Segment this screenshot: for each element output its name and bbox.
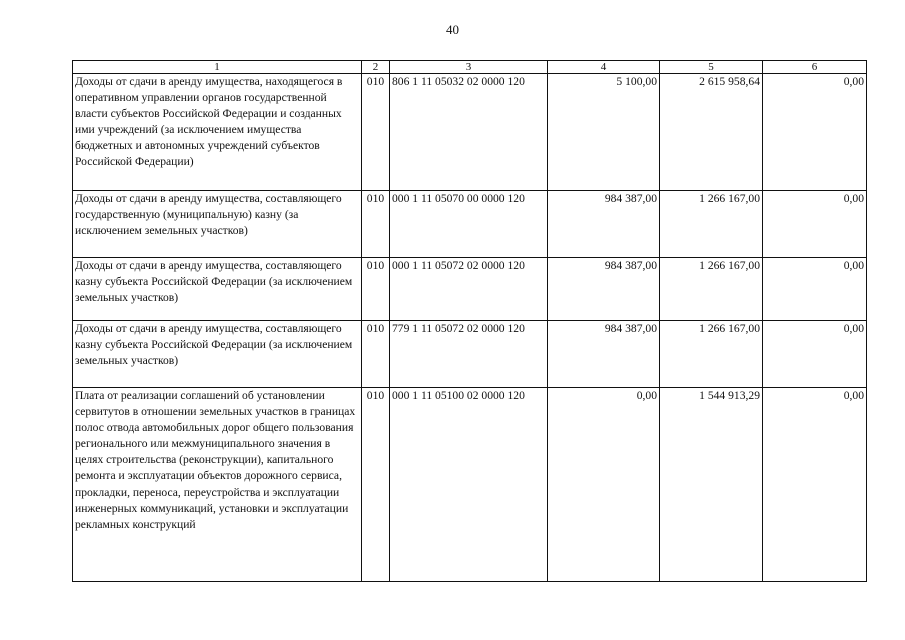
column-header-1: 1 bbox=[73, 61, 362, 74]
row-col5: 1 266 167,00 bbox=[660, 258, 763, 321]
row-col5: 1 266 167,00 bbox=[660, 321, 763, 388]
row-col6: 0,00 bbox=[763, 258, 867, 321]
row-code: 010 bbox=[362, 258, 390, 321]
row-col4: 984 387,00 bbox=[548, 321, 660, 388]
row-name: Доходы от сдачи в аренду имущества, составляющего казну субъекта Российской Федерации (за исключением земельных участков) bbox=[73, 321, 362, 388]
row-col6: 0,00 bbox=[763, 321, 867, 388]
row-col6: 0,00 bbox=[763, 191, 867, 258]
row-code: 010 bbox=[362, 388, 390, 582]
row-name: Доходы от сдачи в аренду имущества, составляющего казну субъекта Российской Федерации (за исключением земельных участков) bbox=[73, 258, 362, 321]
row-col5: 2 615 958,64 bbox=[660, 74, 763, 191]
column-header-4: 4 bbox=[548, 61, 660, 74]
table-row bbox=[73, 321, 867, 388]
row-col5: 1 544 913,29 bbox=[660, 388, 763, 582]
row-code: 010 bbox=[362, 321, 390, 388]
page-number: 40 bbox=[446, 22, 459, 37]
column-header-6: 6 bbox=[763, 61, 867, 74]
row-col4: 0,00 bbox=[548, 388, 660, 582]
table-row bbox=[73, 388, 867, 582]
row-kbk: 000 1 11 05072 02 0000 120 bbox=[390, 258, 548, 321]
row-kbk: 000 1 11 05070 00 0000 120 bbox=[390, 191, 548, 258]
row-col4: 984 387,00 bbox=[548, 191, 660, 258]
row-col6: 0,00 bbox=[763, 74, 867, 191]
table-row bbox=[73, 74, 867, 191]
row-kbk: 000 1 11 05100 02 0000 120 bbox=[390, 388, 548, 582]
column-header-5: 5 bbox=[660, 61, 763, 74]
table-row bbox=[73, 258, 867, 321]
row-kbk: 806 1 11 05032 02 0000 120 bbox=[390, 74, 548, 191]
column-header-3: 3 bbox=[390, 61, 548, 74]
row-name: Плата от реализации соглашений об установлении сервитутов в отношении земельных участков в границах полос отвода автомобильных дорог общего пользования регионального или межмуниципального значения в целях строительства (реконструкции), капитального ремонта и эксплуатации объектов дорожного сервиса, прокладки, переноса, переустройства и эксплуатации инженерных коммуникаций, установки и эксплуатации рекламных конструкций bbox=[73, 388, 362, 582]
row-name: Доходы от сдачи в аренду имущества, находящегося в оперативном управлении органов государственной власти субъектов Российской Федерации и созданных ими учреждений (за исключением имущества бюджетных и автономных учреждений субъектов Российской Федерации) bbox=[73, 74, 362, 191]
budget-table bbox=[72, 60, 867, 582]
row-name: Доходы от сдачи в аренду имущества, составляющего государственную (муниципальную) казну (за исключением земельных участков) bbox=[73, 191, 362, 258]
row-col6: 0,00 bbox=[763, 388, 867, 582]
row-code: 010 bbox=[362, 191, 390, 258]
column-header-2: 2 bbox=[362, 61, 390, 74]
row-kbk: 779 1 11 05072 02 0000 120 bbox=[390, 321, 548, 388]
row-col5: 1 266 167,00 bbox=[660, 191, 763, 258]
table-row bbox=[73, 191, 867, 258]
row-col4: 984 387,00 bbox=[548, 258, 660, 321]
table-header-row bbox=[73, 61, 867, 74]
row-code: 010 bbox=[362, 74, 390, 191]
row-col4: 5 100,00 bbox=[548, 74, 660, 191]
